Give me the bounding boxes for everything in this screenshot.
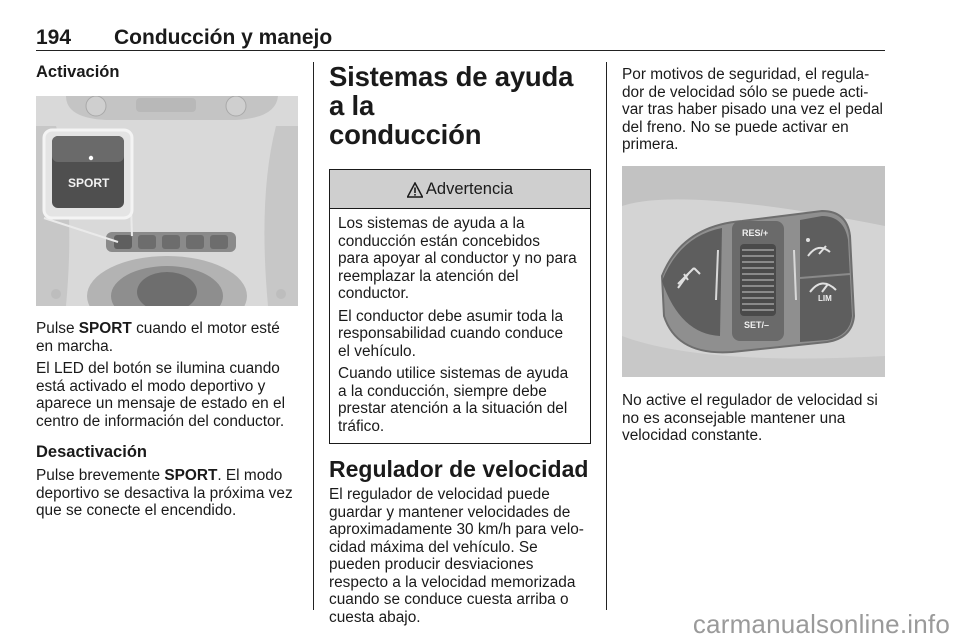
column-1 (36, 62, 298, 82)
lim-label: LIM (818, 294, 832, 303)
warning-body (330, 209, 590, 443)
warning-title: Advertencia (425, 179, 514, 198)
warning-header (330, 170, 590, 209)
heading-activation: Activación (36, 63, 120, 81)
column-3-bottom (622, 392, 886, 445)
subsection-title: Regulador de velocidad (329, 456, 589, 482)
paragraph-line: aparece un mensaje de estado en el (36, 395, 285, 412)
paragraph-line: que se conecte el encendido. (36, 502, 237, 519)
paragraph-line: está activado el modo deportivo y (36, 377, 266, 395)
column-3 (622, 62, 886, 154)
warning-box (329, 169, 591, 444)
cruise-control-illustration (622, 166, 885, 377)
heading-deactivation: Desactivación (36, 443, 147, 461)
paragraph: Pulse brevemente SPORT. El modo (36, 467, 283, 484)
warning-paragraph: El conductor debe asumir toda la responsabilidad cuando conduce el vehículo. (338, 307, 564, 360)
paragraph: Pulse SPORT cuando el motor esté (36, 320, 280, 337)
column-divider (313, 62, 314, 610)
section-title: Sistemas de ayuda a la conducción (329, 61, 574, 150)
paragraph-line: deportivo se desactiva la próxima vez (36, 484, 293, 502)
watermark: carmanualsonline.info (692, 609, 950, 639)
cruise-control-paragraph: El regulador de velocidad puede guardar y mantener velocidades de aproximadamente 30 km/h para velo- cidad máxima del vehículo. Se pueden producir desviaciones respecto a la velocidad memorizada cuando se conduce cuesta arriba o cuesta abajo. (329, 486, 584, 626)
paragraph-line: en marcha. (36, 337, 113, 355)
safety-paragraph: Por motivos de seguridad, el regula- dor de velocidad sólo se puede acti- var tras haber pisado una vez el pedal del freno. No se puede activar en primera. (622, 66, 883, 153)
paragraph-line: centro de información del conductor. (36, 412, 285, 430)
res-label: RES/+ (742, 228, 769, 238)
header-rule (36, 50, 885, 51)
column-2 (329, 62, 591, 626)
activation-text (36, 320, 298, 520)
paragraph-line: El LED del botón se ilumina cuando (36, 360, 280, 377)
column-divider (606, 62, 607, 610)
sport-button-label: SPORT (68, 176, 110, 190)
warning-paragraph: Los sistemas de ayuda a la conducción están concebidos para apoyar al conductor y no para reemplazar la atención del conductor. (338, 215, 577, 302)
sport-button-illustration (36, 96, 298, 306)
advice-paragraph: No active el regulador de velocidad si no es aconsejable mantener una velocidad constante. (622, 392, 878, 444)
page-number: 194 (36, 26, 72, 49)
chapter-title: Conducción y manejo (114, 26, 333, 49)
warning-icon (407, 182, 423, 198)
warning-paragraph: Cuando utilice sistemas de ayuda a la conducción, siempre debe prestar atención a la situación del tráfico. (338, 365, 569, 435)
set-label: SET/– (744, 320, 770, 330)
